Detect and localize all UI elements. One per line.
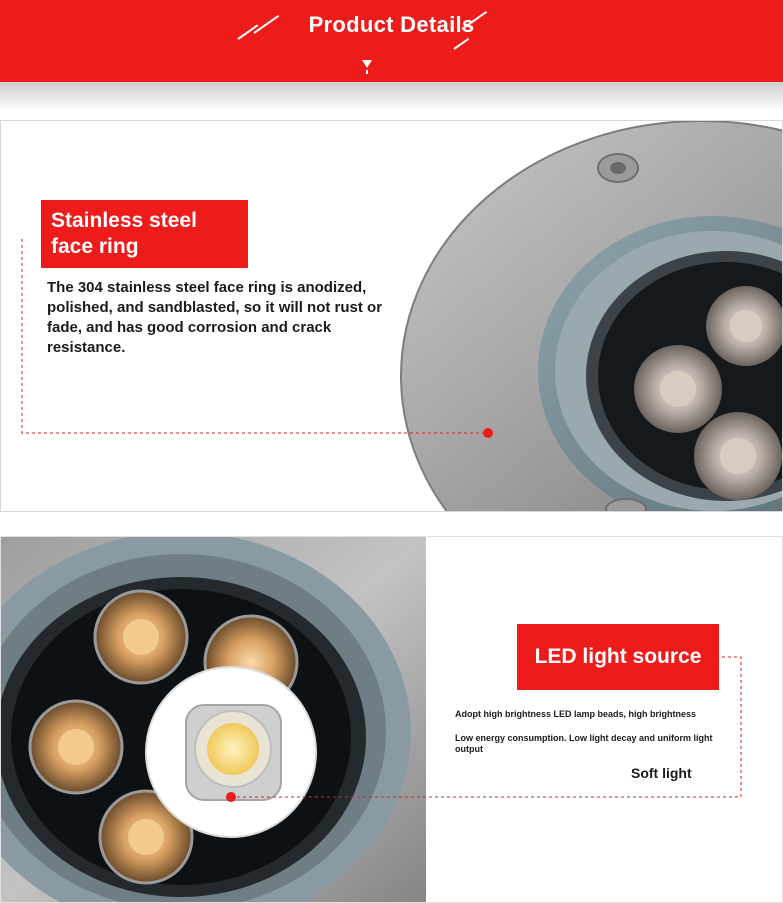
led-chip-icon <box>207 723 259 775</box>
led-source-panel <box>0 536 783 903</box>
decor-slash-right-2 <box>453 38 469 50</box>
led-line-1: Adopt high brightness LED lamp beads, high brightness <box>455 709 697 719</box>
callout-dot-2 <box>226 792 236 802</box>
led-line-3: Soft light <box>631 765 692 781</box>
header-banner <box>0 0 783 82</box>
led-heading: LED light source <box>517 624 719 690</box>
face-ring-heading-line2: face ring <box>51 235 139 258</box>
chevron-down-icon <box>360 58 374 76</box>
face-ring-heading-line1: Stainless steel <box>51 209 197 232</box>
led-line-2: Low energy consumption. Low light decay and uniform light output <box>455 733 713 754</box>
page-title: Product Details <box>308 12 475 37</box>
callout-dot <box>483 428 493 438</box>
face-ring-panel <box>0 120 783 512</box>
face-ring-heading <box>41 200 248 268</box>
banner-shadow <box>0 82 783 112</box>
face-ring-description: The 304 stainless steel face ring is anodized, polished, and sandblasted, so it will not rust or fade, and has good corrosion and crack resistance. <box>47 279 383 356</box>
